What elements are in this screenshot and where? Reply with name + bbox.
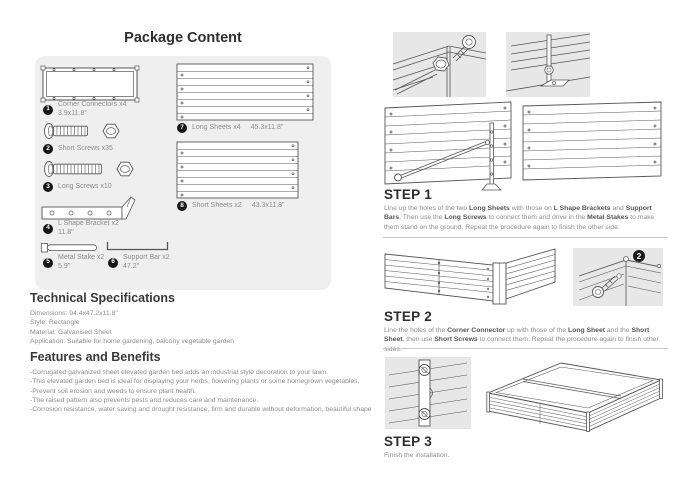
- item-dims: 3.9x11.8": [58, 109, 87, 117]
- spec-line: Application: Suitable for home gardening, balcony vegetable garden: [30, 337, 235, 345]
- spec-line: Material: Galvanised Sheet: [30, 328, 112, 336]
- package-item-l-shape-bracket: [43, 220, 119, 237]
- item-label: Long Sheets x4: [192, 123, 241, 131]
- feature-line: -The raised pattern also prevents pests and reduces care and maintenance.: [30, 396, 259, 404]
- item-dims: 5.9": [58, 262, 71, 270]
- item-dims: 43.3x11.8": [251, 201, 285, 209]
- features-section: [30, 350, 372, 414]
- step2-callout-badge: [633, 250, 645, 262]
- item-label: Metal Stake x2: [58, 254, 105, 261]
- item-number-badge: 3: [43, 182, 53, 192]
- item-number-badge: 6: [108, 258, 118, 268]
- divider: [383, 348, 668, 349]
- package-item-long-sheets: [177, 123, 283, 133]
- package-item-corner-connectors: [43, 101, 126, 118]
- item-dims: 47.2": [123, 262, 140, 270]
- step3-description: Finish the installation.: [384, 452, 450, 459]
- item-dims: 45.3x11.8": [250, 123, 284, 131]
- step1-description: Line up the holes of the two Long Sheets with those on L Shape Brackets and Support Bars. Then use the Long Screws to connect them and drive in the Metal Stakes to make them stand on the ground. Repeat the procedure again to finish the other side.: [384, 205, 655, 231]
- metal-stake-figure: [40, 241, 100, 254]
- step3-figure: [383, 355, 668, 433]
- feature-line: -Corrugated galvanized sheet elevated garden bed adds an industrial style decoration to your lawn.: [30, 369, 329, 376]
- technical-specifications-section: [30, 291, 350, 346]
- item-number-badge: 7: [177, 123, 187, 133]
- package-item-short-sheets: [177, 201, 285, 211]
- item-label: Support Bar x2: [123, 254, 170, 261]
- item-number-badge: 1: [43, 105, 53, 115]
- item-label: Long Screws x10: [58, 182, 112, 190]
- support-bar-figure: [105, 240, 170, 253]
- spec-line: Style: Rectangle: [30, 319, 80, 327]
- item-label: Short Sheets x2: [192, 201, 242, 209]
- item-number-badge: 8: [177, 201, 187, 211]
- divider: [383, 237, 668, 238]
- package-item-support-bar: [108, 254, 170, 271]
- step2-callout-number: 2: [636, 251, 642, 261]
- step2-title: STEP 2: [384, 309, 433, 324]
- item-label: Short Screws x35: [58, 144, 113, 152]
- package-item-short-screws: [43, 144, 113, 154]
- package-content-panel: [35, 56, 331, 290]
- item-number-badge: 4: [43, 224, 53, 234]
- package-item-metal-stake: [43, 254, 104, 271]
- feature-line: -Prevent soil erosion and weeds to ensure plant health.: [30, 387, 196, 395]
- package-item-long-screws: [43, 182, 112, 192]
- step1-title: STEP 1: [384, 187, 433, 202]
- short-sheets-figure: [175, 140, 300, 200]
- long-sheets-figure: [175, 62, 315, 122]
- step2-description: Line the holes of the Corner Connector up with those of the Long Sheet and the Short Sheet, then use Short Screws to connect them. Repeat the procedure again to finish other sides.: [384, 327, 659, 353]
- item-number-badge: 5: [43, 258, 53, 268]
- corner-connector-figure: [40, 62, 140, 106]
- feature-line: -This elevated garden bed is ideal for displaying your herbs, flowering plants or some homegrown vegetables.: [30, 378, 360, 386]
- step3-title: STEP 3: [384, 434, 433, 449]
- tech-specs-heading: Technical Specifications: [30, 291, 175, 305]
- short-screw-figure: [41, 118, 141, 144]
- features-heading: Features and Benefits: [30, 350, 161, 364]
- step1-figure: [383, 20, 668, 192]
- item-label: Corner Connectors x4: [58, 101, 127, 108]
- item-number-badge: 2: [43, 144, 53, 154]
- step2-figure: [383, 246, 668, 308]
- item-dims: 11.8": [58, 228, 74, 236]
- long-screw-figure: [41, 156, 156, 182]
- feature-line: -Corrosion resistance, water saving and drought resistance, firm and durable without deformation, beautiful shape: [30, 406, 372, 414]
- page-title: Package Content: [124, 30, 242, 46]
- item-label: L Shape Bracket x2: [58, 220, 119, 227]
- spec-line: Dimensions: 94.4x47.2x11.8": [30, 310, 118, 317]
